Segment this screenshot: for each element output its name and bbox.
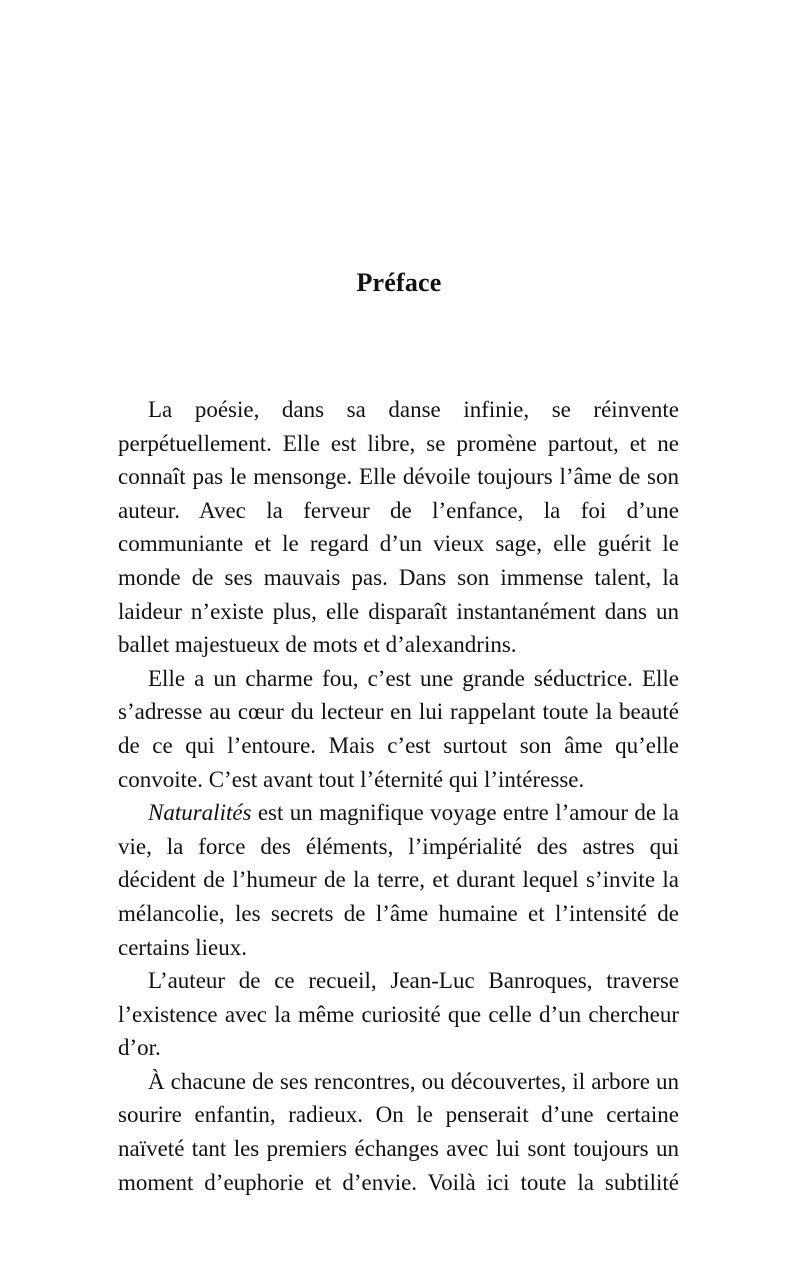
page-title: Préface bbox=[356, 268, 442, 297]
paragraph bbox=[118, 393, 679, 662]
paragraph-text: Elle a un charme fou, c’est une grande séductrice. Elle s’adresse au cœur du lecteur en lui rappelant toute la beauté de ce qui l’entoure. Mais c’est surtout son âme qu’elle convoite. C’est avant tout l’éternité qui l’intéresse. bbox=[118, 665, 679, 792]
paragraph-text: L’auteur de ce recueil, Jean-Luc Banroques, traverse l’existence avec la même curiosité que celle d’un chercheur d’or. bbox=[118, 968, 679, 1061]
preface-body bbox=[118, 393, 679, 1199]
paragraph bbox=[118, 662, 679, 796]
book-title-italic: Naturalités bbox=[148, 800, 252, 826]
paragraph bbox=[118, 1065, 679, 1199]
paragraph-text: À chacune de ses rencontres, ou découvertes, il arbore un sourire enfantin, radieux. On le penserait d’une certaine naïveté tant les premiers échanges avec lui sont toujours un moment d’euphorie et d’envie. Voilà ici toute la subtilité bbox=[118, 1068, 679, 1195]
paragraph-text: La poésie, dans sa danse infinie, se réinvente perpétuellement. Elle est libre, se promène partout, et ne connaît pas le mensonge. Elle dévoile toujours l’âme de son auteur. Avec la ferveur de l’enfance, la foi d’une communiante et le regard d’un vieux sage, elle guérit le monde de ses mauvais pas. Dans son immense talent, la laideur n’existe plus, elle disparaît instantanément dans un ballet majestueux de mots et d’alexandrins. bbox=[118, 397, 679, 658]
paragraph bbox=[118, 796, 679, 964]
paragraph-text: est un magnifique voyage entre l’amour de la vie, la force des éléments, l’impérialité des astres qui décident de l’humeur de la terre, et durant lequel s’invite la mélancolie, les secrets de l’âme humaine et l’intensité de certains lieux. bbox=[118, 800, 679, 960]
paragraph bbox=[118, 964, 679, 1065]
